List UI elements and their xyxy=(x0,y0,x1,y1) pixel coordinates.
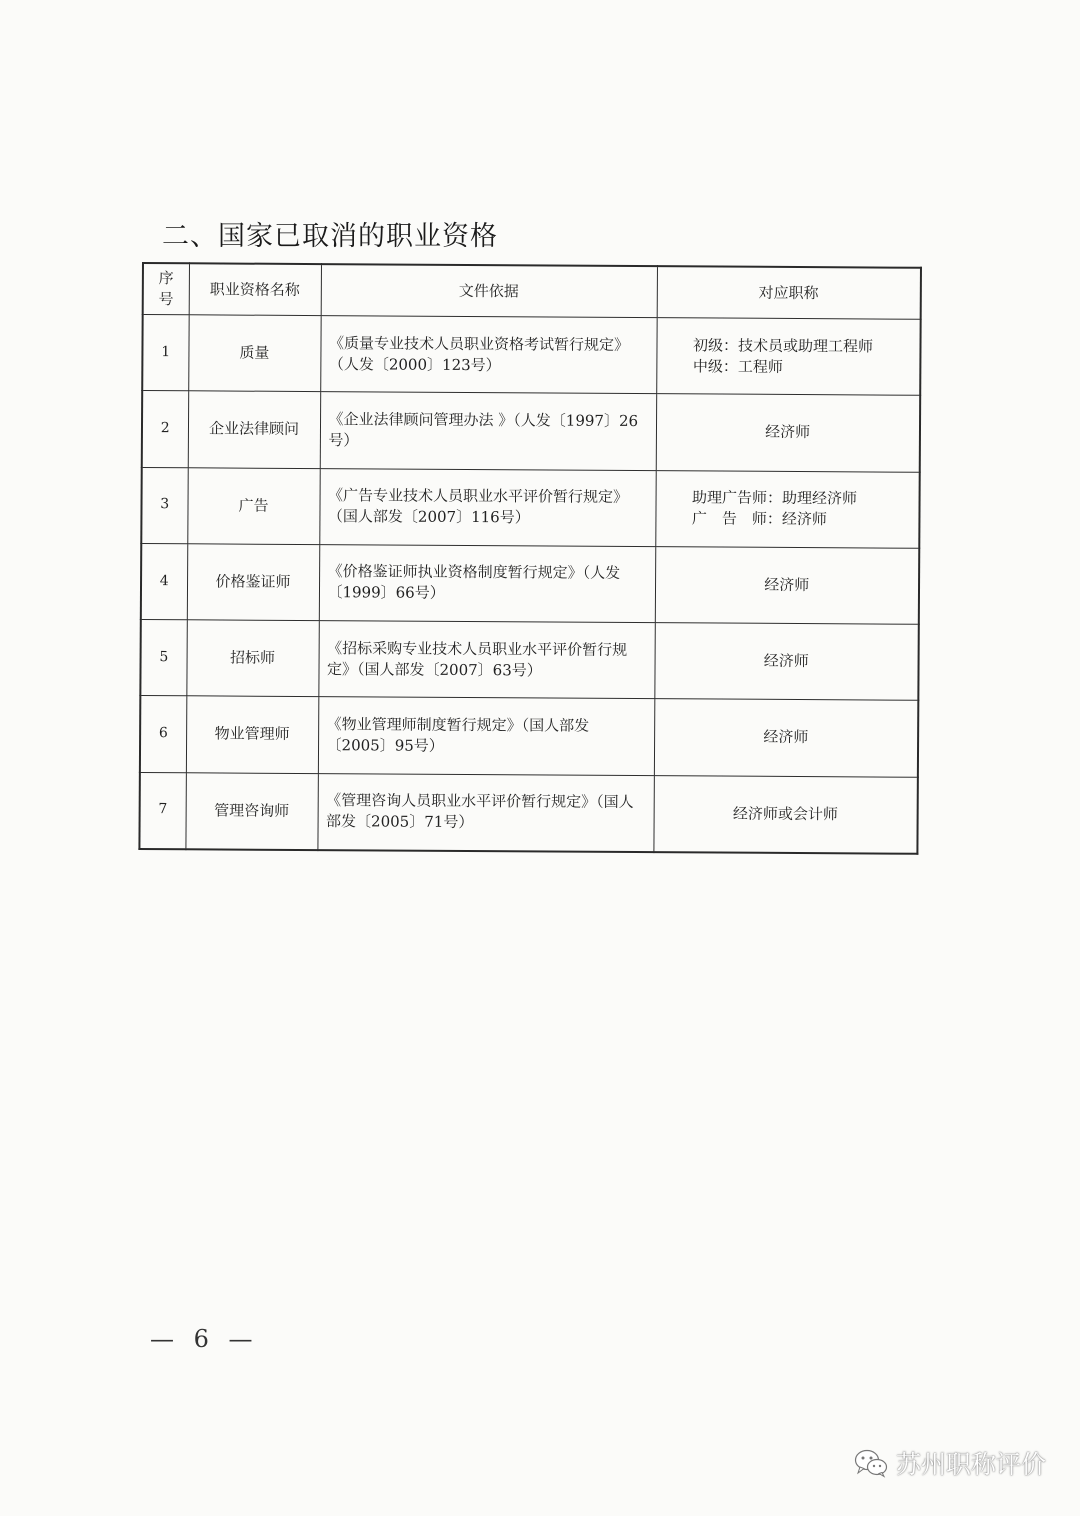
title-line: 经济师 xyxy=(765,423,811,442)
title-line: 助理广告师：助理经济师 xyxy=(692,488,858,508)
row-doc: 《价格鉴证师执业资格制度暂行规定》（人发〔1999〕66号） xyxy=(319,544,655,622)
page-number: — 6 — xyxy=(150,1325,259,1353)
table-row xyxy=(139,772,917,854)
table-row xyxy=(141,543,919,624)
row-no: 2 xyxy=(142,391,188,468)
section-title: 二、国家已取消的职业资格 xyxy=(162,221,498,252)
row-title xyxy=(656,394,920,472)
row-doc: 《管理咨询人员职业水平评价暂行规定》（国人部发〔2005〕71号） xyxy=(317,773,653,852)
title-line: 经济师 xyxy=(763,651,809,671)
watermark xyxy=(854,1445,1046,1481)
watermark-text: 苏州职称评价 xyxy=(895,1450,1046,1479)
row-doc: 《招标采购专业技术人员职业水平评价暂行规定》（国人部发〔2007〕63号） xyxy=(318,621,654,699)
row-title xyxy=(654,699,918,777)
row-doc: 《广告专业技术人员职业水平评价暂行规定》（国人部发〔2007〕116号） xyxy=(319,468,655,546)
title-line: 中级：工程师 xyxy=(692,356,783,376)
table-row xyxy=(140,619,918,700)
row-name: 企业法律顾问 xyxy=(188,391,320,468)
table-row xyxy=(142,391,920,472)
wechat-icon xyxy=(854,1448,888,1478)
table-row xyxy=(140,696,918,777)
row-no: 4 xyxy=(141,543,187,620)
qualifications-table xyxy=(138,262,922,855)
header-name: 职业资格名称 xyxy=(189,263,321,315)
row-name: 质量 xyxy=(188,315,320,392)
row-no: 3 xyxy=(141,467,187,544)
row-name: 广告 xyxy=(187,467,319,544)
row-name: 招标师 xyxy=(186,620,318,697)
row-name: 物业管理师 xyxy=(186,696,318,773)
row-doc: 《物业管理师制度暂行规定》（国人部发〔2005〕95号） xyxy=(318,697,654,775)
row-title xyxy=(656,318,920,396)
row-name: 价格鉴证师 xyxy=(187,544,319,621)
title-line: 经济师或会计师 xyxy=(732,804,838,824)
row-title xyxy=(655,470,919,548)
header-no: 序号 xyxy=(143,263,189,315)
header-title: 对应职称 xyxy=(657,266,921,319)
header-doc: 文件依据 xyxy=(321,264,657,318)
row-no: 7 xyxy=(139,772,185,849)
row-no: 1 xyxy=(142,315,188,392)
row-title xyxy=(653,775,917,854)
title-line: 广 告 师：经济师 xyxy=(691,509,828,529)
row-doc: 《质量专业技术人员职业资格考试暂行规定》（人发〔2000〕123号） xyxy=(320,316,656,394)
row-name: 管理咨询师 xyxy=(185,772,317,850)
row-title xyxy=(655,546,919,624)
row-doc: 《企业法律顾问管理办法 》（人发〔1997〕26号） xyxy=(320,392,656,470)
table-header-row xyxy=(143,263,921,319)
table-row xyxy=(141,467,919,548)
row-no: 5 xyxy=(140,619,186,696)
title-line: 经济师 xyxy=(764,575,810,594)
row-title xyxy=(654,623,918,701)
row-no: 6 xyxy=(140,696,186,773)
table-row xyxy=(142,315,920,396)
title-line: 初级：技术员或助理工程师 xyxy=(692,335,874,356)
title-line: 经济师 xyxy=(763,728,809,747)
